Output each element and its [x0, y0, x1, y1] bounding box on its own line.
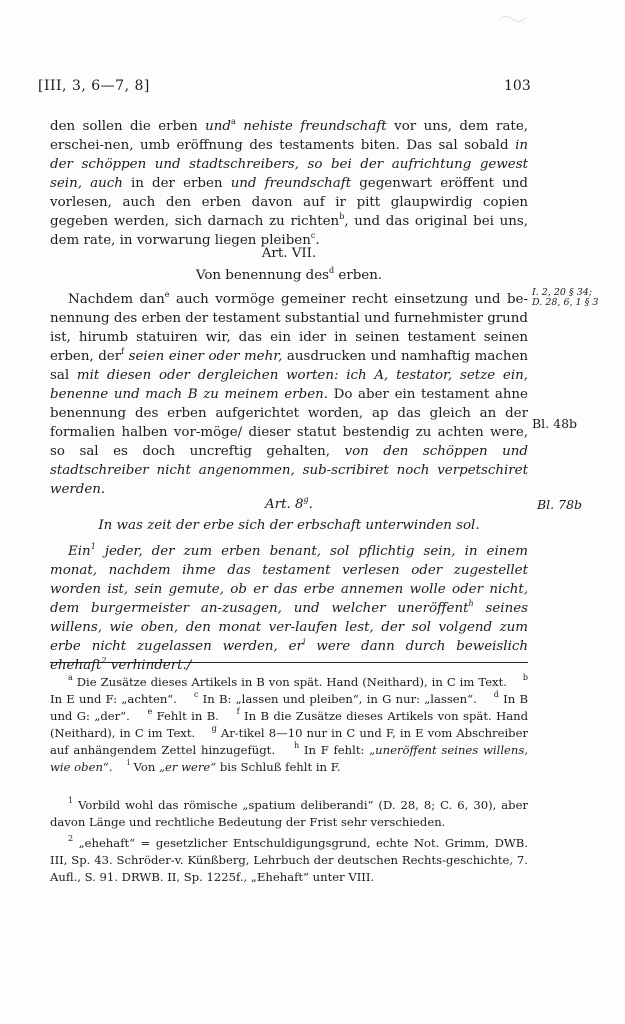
footnote-ref-h: h — [468, 599, 474, 608]
article-8-title: Art. 8$^g$. — [265, 495, 313, 512]
footnote-ref-i: i — [302, 637, 306, 646]
footnote-ref-f: f — [121, 347, 125, 356]
footnote-ref-b: b — [339, 212, 345, 221]
article-8-subtitle: In was zeit der erbe sich der erbschaft unterwinden sol. — [98, 518, 480, 533]
article-7-subtitle: Von benennung des$^d$ erben. — [195, 266, 383, 283]
footnote-ref-a: a — [230, 117, 236, 126]
article-7-paragraph: Nachdem dan$^e$ auch vormöge gemeiner recht einsetzung und be-nennung des erben der testament substantial und furnehmister grund ist, hirumb statuiren wir, das ein ider in seinen testament seinen erben, der$^f$ seien einer oder mehr, ausdrucken und namhaftig machen sal mit diesen oder dergleichen worten: ich A, testator, setze ein, benenne und mach B zu meinem erben. Do aber ein testament ahne benennung des erben aufgerichtet worden, ap das gleich an der formalien halben vor-möge/ dieser statut bestendig zu achten were, so sal es doch uncreftig gehalten, von den schöppen und stadtschreiber nicht angenommen, sub-scribiret noch verpetschiret werden. — [50, 290, 529, 497]
numbered-footnotes — [50, 797, 528, 886]
article-8-paragraph: Ein$^1$ jeder, der zum erben benant, sol pflichtig sein, in einem monat, nachdem ihme das testament verlesen oder zugestellet worden ist, sein gemute, ob er das erbe annemen wolle oder nicht, dem burgermeister an-zusagen, und welcher uneröffent$^h$ seines willens, wie oben, den monat ver-laufen lest, der sol volgend zum erbe nicht zugelassen werden, $er^i$ were dann durch beweislich ehehaft$^2$ verhindert./ — [50, 542, 528, 673]
footnote-divider — [50, 662, 528, 663]
footnote-ref-d: d — [329, 266, 335, 275]
textual-apparatus — [50, 674, 528, 776]
paragraph-continuation: den sollen die erben und$^a$ nehiste freundschaft vor uns, dem rate, erschei-nen, umb eröffnung des testaments biten. Das sal sobald in der schöppen und stadtschreibers, so bei der aufrichtung gewest sein, auch in der erben und freundschaft gegenwart eröffent und vorlesen, auch den erben davon auf ir pitt glaupwirdig copien gegeben werden, sich darnach zu richten$^b$, und das original bei uns, dem rate, in vorwarung liegen pleiben$^c$. — [50, 117, 529, 248]
footnote-ref-c: c — [310, 231, 316, 240]
footnote-ref-2: 2 — [101, 656, 107, 665]
footnote-2: $^2$ „ehehaft“ = gesetzlicher Entschuldigungsgrund, echte Not. Grimm, DWB. III, Sp. 43. Schröder-v. Künßberg, Lehrbuch der deutschen Rechts-geschichte, 7. Aufl., S. 91. DRWB. II, Sp. 1225f., „Ehehaft“ unter VIII. — [50, 834, 528, 884]
margin-folio-48b: Bl. 48b — [532, 416, 578, 431]
page-number: 103 — [504, 78, 531, 94]
footnote-ref-e: e — [164, 290, 170, 299]
margin-citation: I. 2, 20 § 34; D. 28, 6, 1 § 3 — [532, 287, 599, 308]
footnote-ref-1: 1 — [90, 542, 96, 551]
scan-smudge — [498, 10, 528, 22]
article-7-title: Art. VII. — [261, 246, 317, 261]
running-header: [III, 3, 6—7, 8] — [38, 78, 150, 94]
footnote-1: $^1$ Vorbild wohl das römische „spatium deliberandi“ (D. 28, 8; C. 6, 30), aber davon Länge und rechtliche Bedeutung der Frist sehr verschieden. — [50, 796, 528, 829]
footnote-ref-g: g — [303, 495, 309, 504]
margin-folio-78b: Bl. 78b — [537, 497, 583, 512]
apparatus-notes: $^a$ Die Zusätze dieses Artikels in B von spät. Hand (Neithard), in C im Text. $^b$ In E und F: „achten“. $^c$ In B: „lassen und pleiben“, in G nur: „lassen“. $^d$ In B und G: „der“. $^e$ Fehlt in B. $^f$ In B die Zusätze dieses Artikels von spät. Hand (Neithard), in C im Text. $^g$ Ar-tikel 8—10 nur in C und F, in E vom Abschreiber auf anhängendem Zettel hinzugefügt. $^h$ In F fehlt: „uneröffent seines willens, wie oben“. $^i$ Von „er were“ bis Schluß fehlt in F. — [50, 673, 529, 774]
